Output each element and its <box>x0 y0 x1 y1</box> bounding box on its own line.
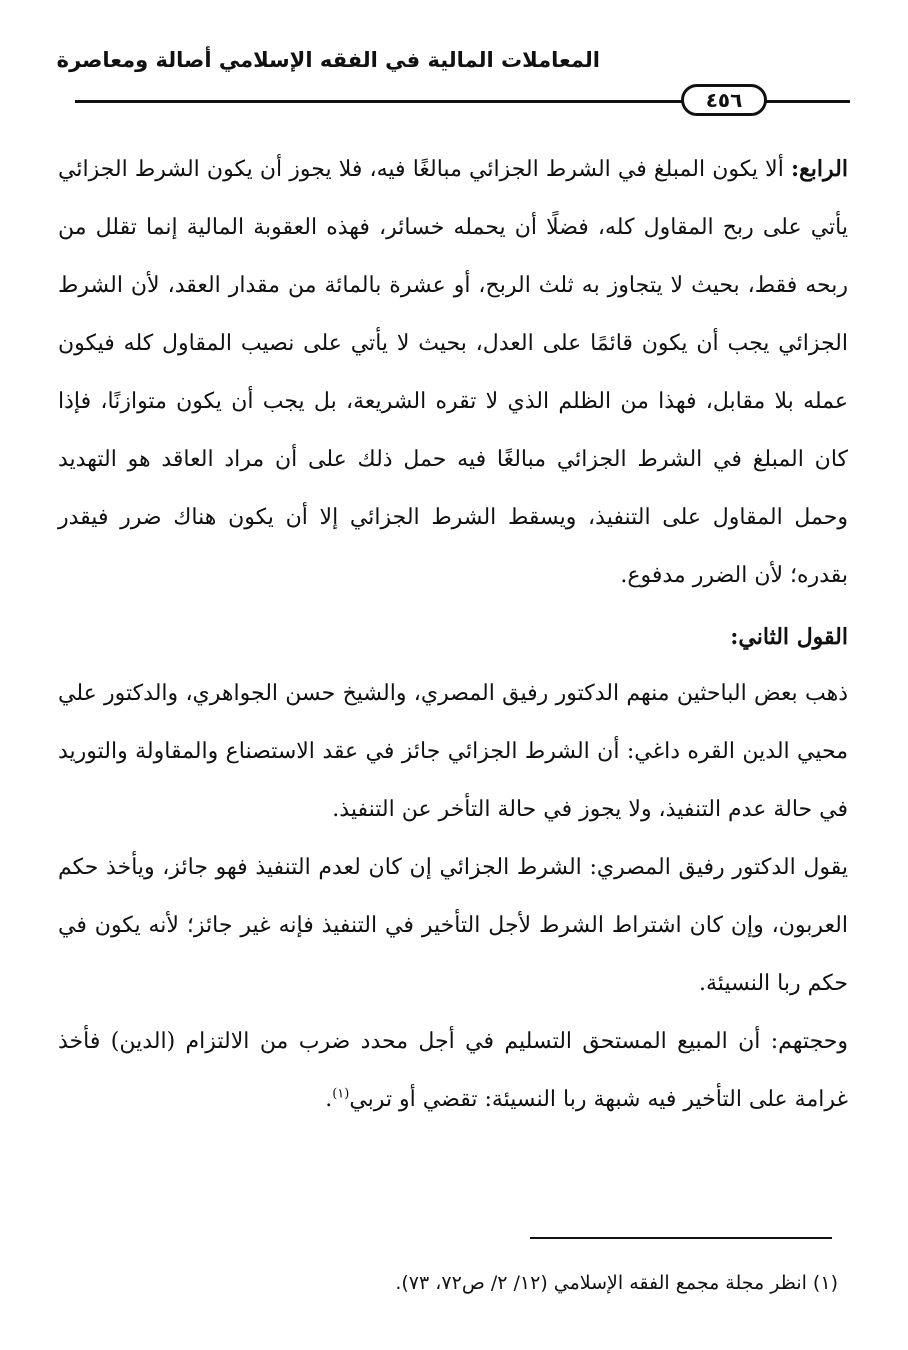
footnote-separator <box>530 1237 832 1239</box>
main-text <box>58 140 848 1129</box>
footnote-reference[interactable]: (١) <box>332 1086 350 1102</box>
paragraph-second-opinion: ذهب بعض الباحثين منهم الدكتور رفيق المصري، والشيخ حسن الجواهري، والدكتور علي محيي الدين القره داغي: أن الشرط الجزائي جائز في عقد الاستصناع والمقاولة والتوريد في حالة عدم التنفيذ، ولا يجوز في حالة التأخر عن التنفيذ. <box>58 681 848 822</box>
footnote: (١) انظر مجلة مجمع الفقه الإسلامي (١٢/ ٢/ ص٧٢، ٧٣). <box>395 1272 838 1294</box>
paragraph-body: وحجتهم: أن المبيع المستحق التسليم في أجل محدد ضرب من الالتزام (الدين) فأخذ غرامة على التأخير فيه شبهة ربا النسيئة: تقضي أو تربي <box>58 1029 848 1112</box>
paragraph-argument <box>58 1013 848 1129</box>
paragraph-fourth-condition <box>58 140 848 605</box>
paragraph-lead: الرابع: <box>790 156 848 182</box>
paragraph-quote: يقول الدكتور رفيق المصري: الشرط الجزائي إن كان لعدم التنفيذ فهو جائز، ويأخذ حكم العربون، وإن كان اشتراط الشرط لأجل التأخير في التنفيذ فإنه غير جائز؛ لأنه يكون في حكم ربا النسيئة. <box>58 855 848 996</box>
paragraph-end-punct: . <box>325 1087 333 1112</box>
section-heading: القول الثاني: <box>730 624 848 650</box>
page-number: ٤٥٦ <box>681 84 767 116</box>
paragraph-body: ألا يكون المبلغ في الشرط الجزائي مبالغًا فيه، فلا يجوز أن يكون الشرط الجزائي يأتي على ربح المقاول كله، فضلًا أن يحمله خسائر، فهذه العقوبة المالية إنما تقلل من ربحه فقط، بحيث لا يتجاوز به ثلث الربح، أو عشرة بالمائة من مقدار العقد، لأن الشرط الجزائي يجب أن يكون قائمًا على العدل، بحيث لا يأتي على نصيب المقاول كله فيكون عمله بلا مقابل، فهذا من الظلم الذي لا تقره الشريعة، بل يجب أن يكون متوازنًا، فإذا كان المبلغ في الشرط الجزائي مبالغًا فيه حمل ذلك على أن مراد العاقد هو التهديد وحمل المقاول على التنفيذ، ويسقط الشرط الجزائي إلا أن يكون هناك ضرر فيقدر بقدره؛ لأن الضرر مدفوع. <box>58 157 848 588</box>
running-header-title: المعاملات المالية في الفقه الإسلامي أصالة ومعاصرة <box>56 48 600 72</box>
